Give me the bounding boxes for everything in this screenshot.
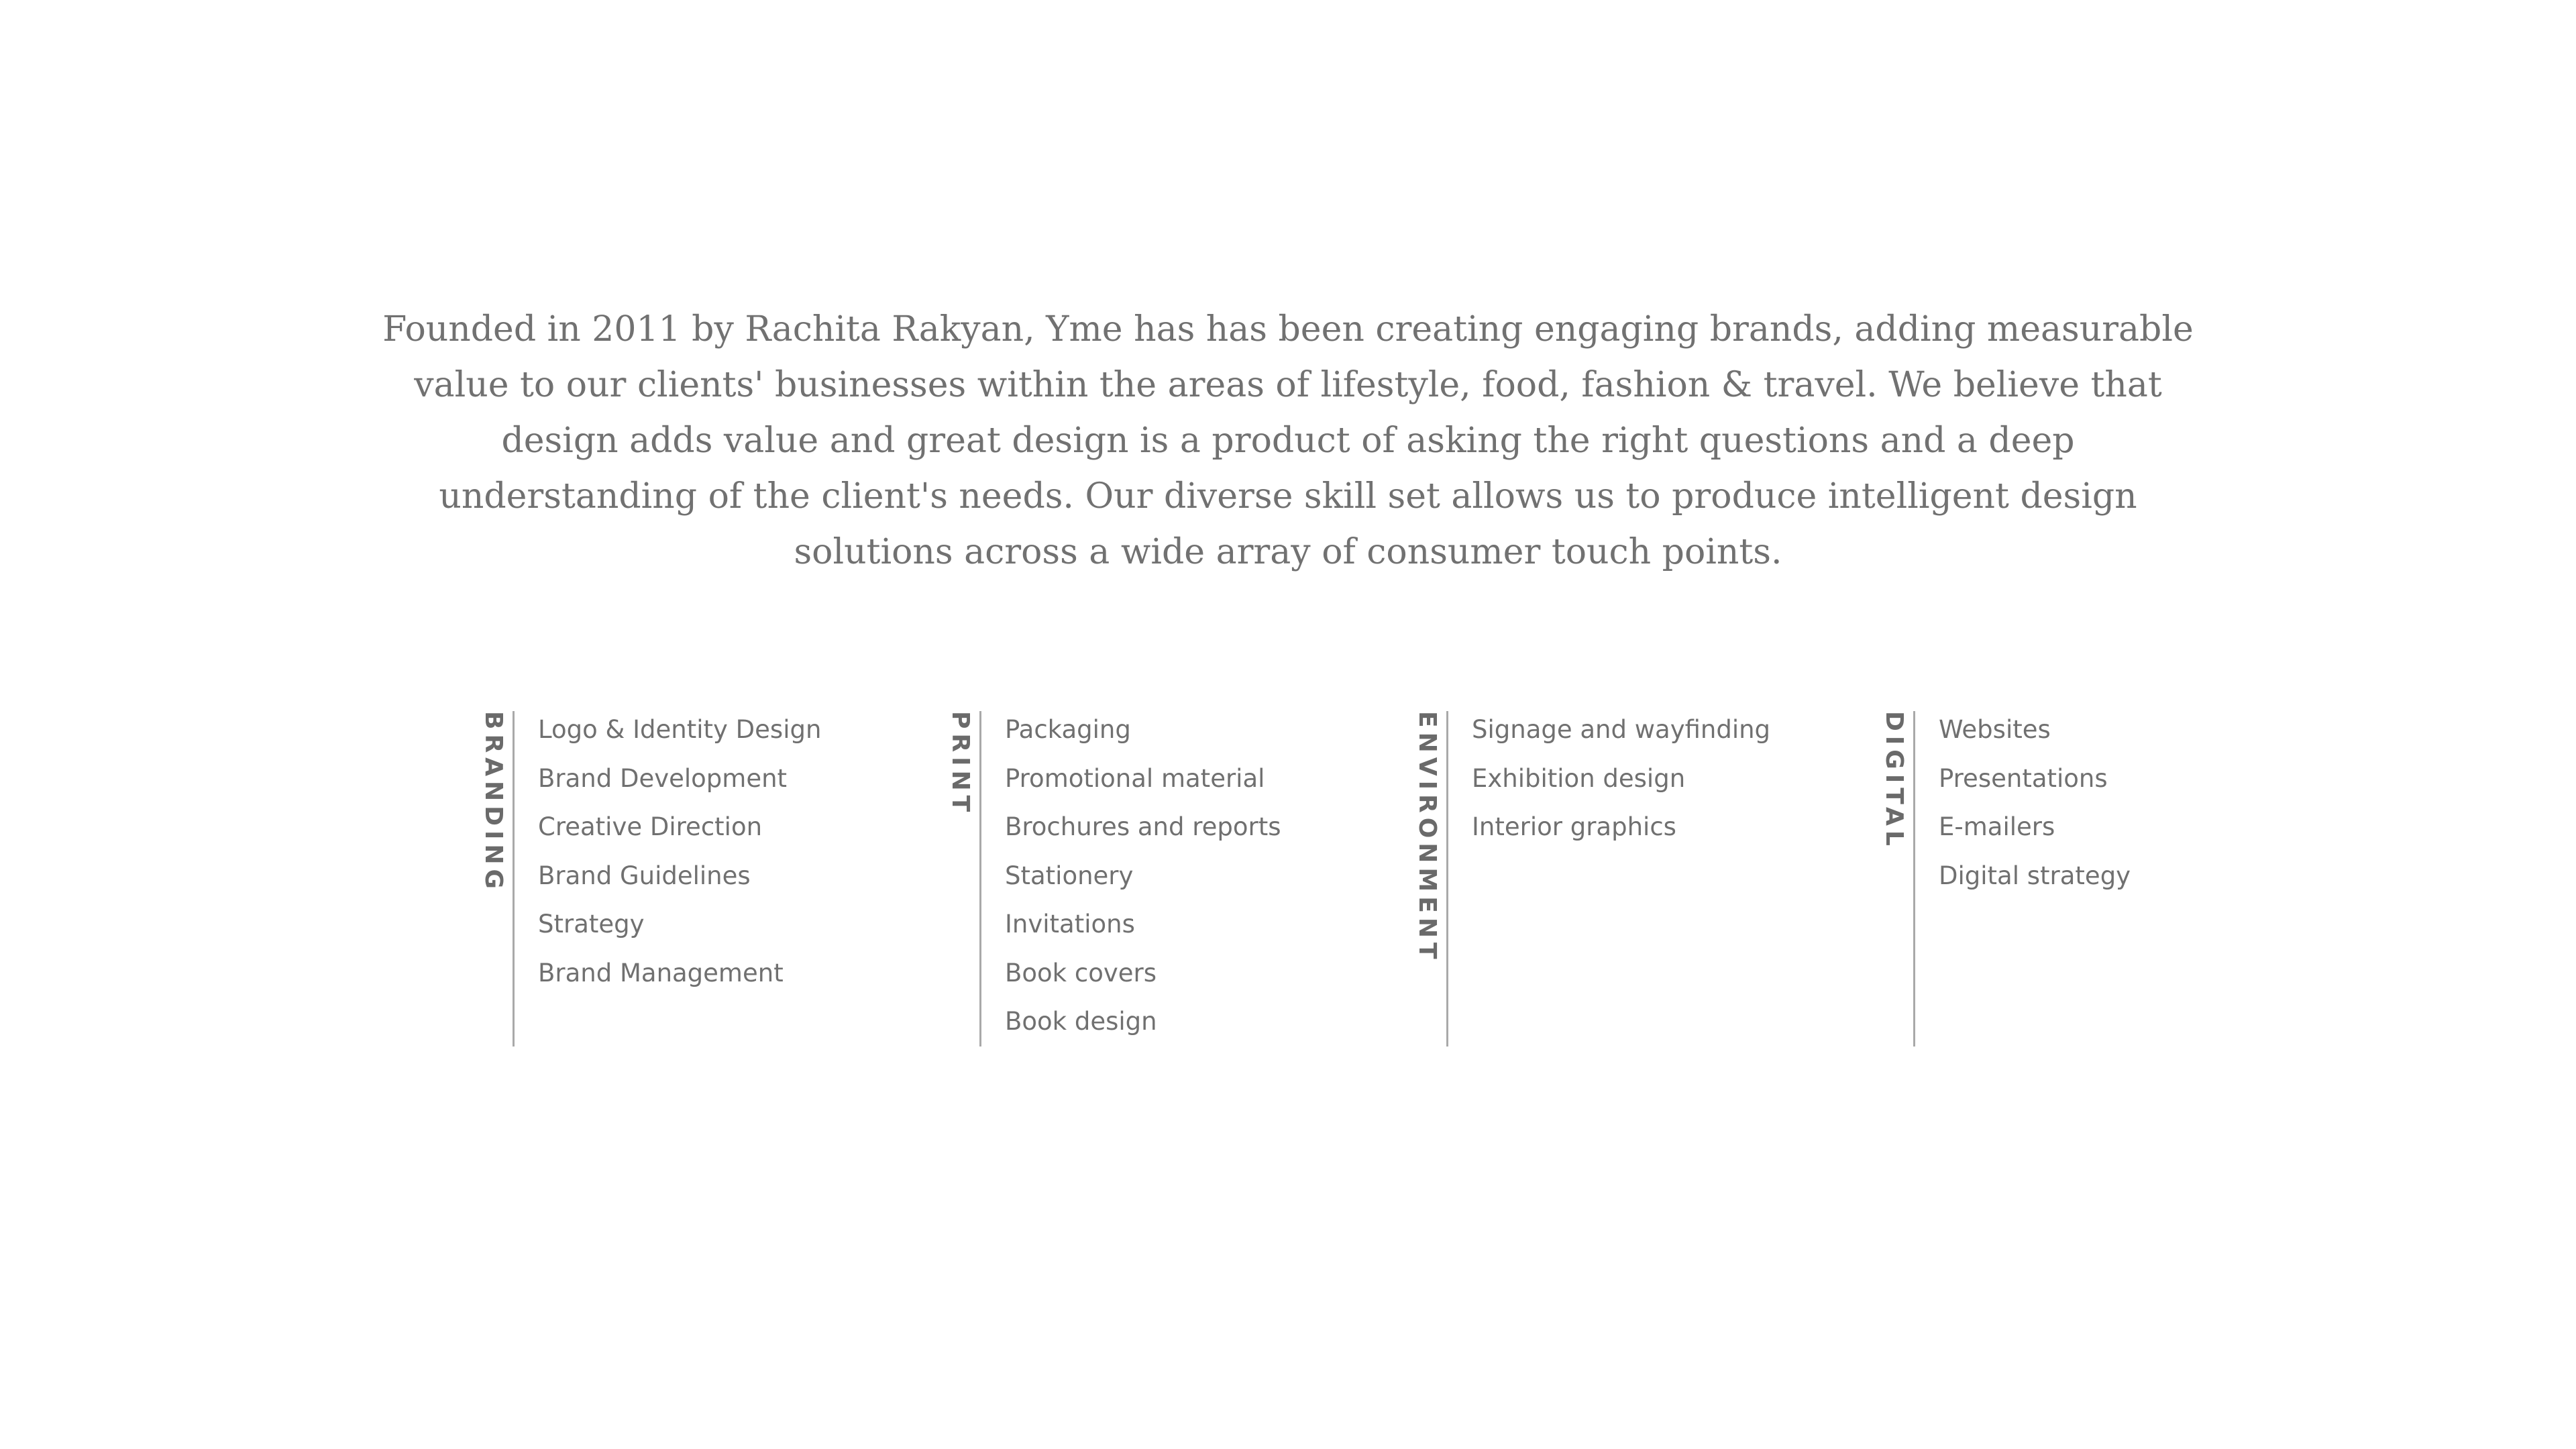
service-item: Digital strategy xyxy=(1939,861,2131,890)
column-divider xyxy=(1913,711,1915,1046)
intro-paragraph: Founded in 2011 by Rachita Rakyan, Yme has has been creating engaging brands, adding measurable value to our clients' businesses within the areas of lifestyle, food, fashion & travel. We believe that design adds value and great design is a product of asking the right questions and a deep understanding of the client's needs. Our diverse skill set allows us to produce intelligent design solutions across a wide array of consumer touch points. xyxy=(382,309,2194,572)
service-item: Packaging xyxy=(1005,715,1131,744)
column-divider xyxy=(979,711,981,1046)
service-item: Websites xyxy=(1939,715,2051,744)
service-item: Logo & Identity Design xyxy=(538,715,822,744)
service-heading: BRANDING xyxy=(480,711,507,894)
service-list-print xyxy=(1005,711,1407,1052)
service-item: Promotional material xyxy=(1005,763,1265,793)
service-item: Brochures and reports xyxy=(1005,812,1281,841)
service-list-digital xyxy=(1939,711,2341,906)
service-item: Brand Development xyxy=(538,763,788,793)
service-item: Brand Management xyxy=(538,958,784,987)
service-item: Invitations xyxy=(1005,910,1135,938)
service-item: Book covers xyxy=(1005,958,1157,987)
service-title-environment xyxy=(1406,711,1446,1046)
service-item: Interior graphics xyxy=(1472,812,1676,841)
service-list-branding xyxy=(538,711,941,1003)
service-item: Exhibition design xyxy=(1472,763,1686,793)
service-item: Book design xyxy=(1005,1007,1157,1036)
service-item: Signage and wayfinding xyxy=(1472,715,1771,744)
service-item: Strategy xyxy=(538,910,645,938)
service-title-branding xyxy=(472,711,513,1046)
service-item: E-mailers xyxy=(1939,812,2055,841)
column-divider xyxy=(513,711,515,1046)
service-item: Stationery xyxy=(1005,861,1134,890)
service-item: Creative Direction xyxy=(538,812,763,841)
column-divider xyxy=(1446,711,1448,1046)
service-heading: DIGITAL xyxy=(1880,711,1908,851)
service-list-environment xyxy=(1472,711,1874,857)
service-heading: PRINT xyxy=(947,711,974,817)
service-heading: ENVIRONMENT xyxy=(1413,711,1441,964)
service-item: Presentations xyxy=(1939,763,2108,793)
service-title-print xyxy=(939,711,979,1046)
service-title-digital xyxy=(1873,711,1913,1046)
service-item: Brand Guidelines xyxy=(538,861,751,890)
services-section xyxy=(0,711,2576,1046)
